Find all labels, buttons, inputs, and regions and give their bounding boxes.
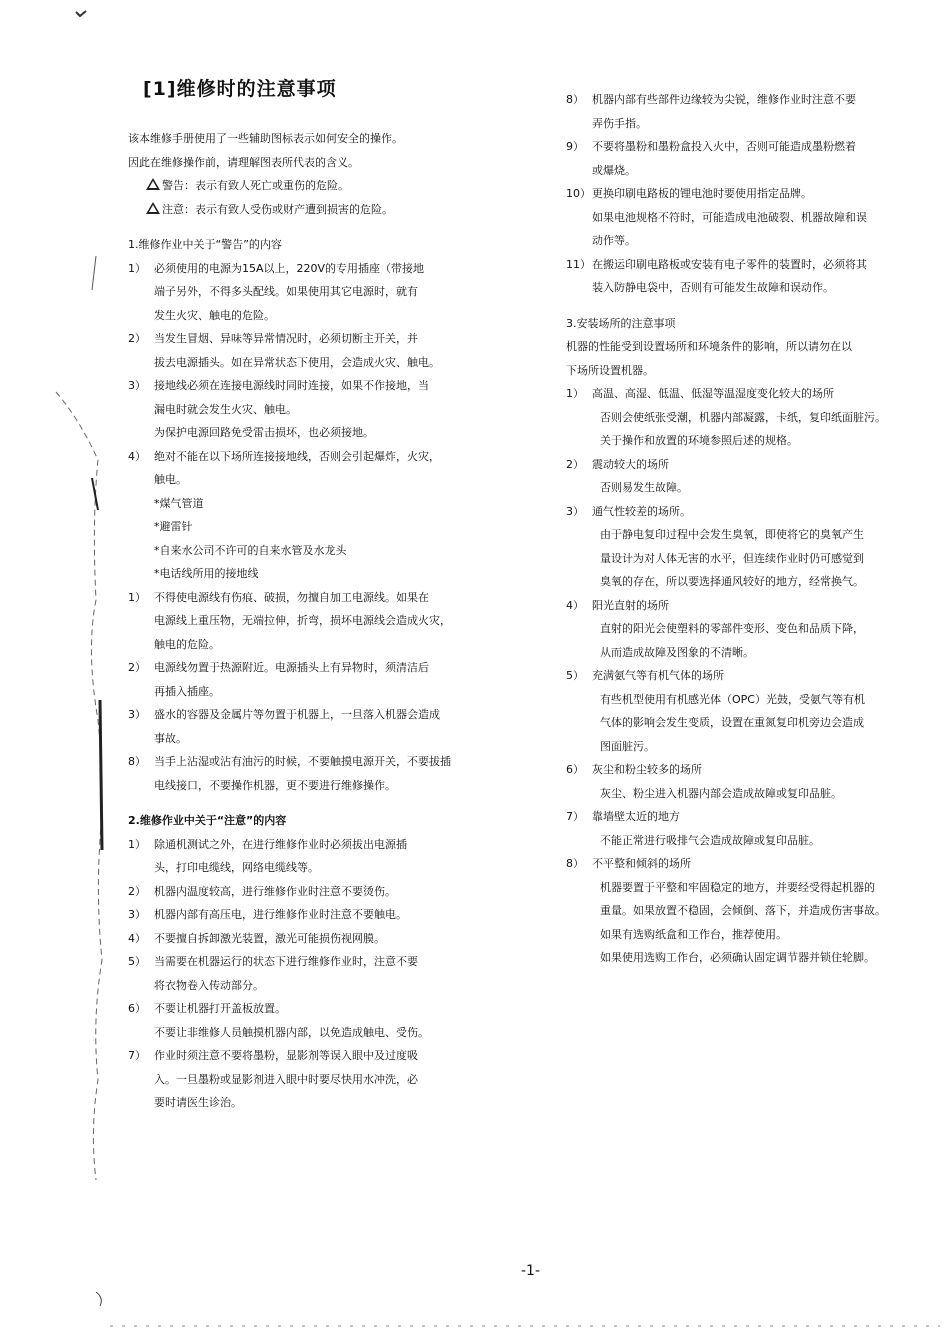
list-item-line: 触电。 (154, 473, 187, 486)
list-item: 8） 不平整和倾斜的场所 (566, 857, 691, 870)
caution-triangle-icon (146, 202, 160, 214)
list-item: 10）更换印刷电路板的锂电池时要使用指定品牌。 (566, 187, 812, 200)
list-item-line: 触电的危险。 (154, 637, 220, 651)
place-item: *煤气管道 (154, 496, 204, 510)
section3-title: 3.安装场所的注意事项 (566, 316, 676, 330)
place-item: *电话线所用的接地线 (154, 567, 259, 580)
list-item: 1） 必须使用的电源为15A以上，220V的专用插座（带接地 (128, 261, 425, 275)
list-item: 6） 灰尘和粉尘较多的场所 (566, 763, 702, 776)
list-item-line: 将衣物卷入传动部分。 (154, 978, 264, 992)
list-item-line: 发生火灾、触电的危险。 (154, 308, 275, 322)
section3-intro: 下场所设置机器。 (566, 363, 654, 377)
list-item-line: 灰尘、粉尘进入机器内部会造成故障或复印品脏。 (600, 786, 842, 800)
list-item-line: 直射的阳光会使塑料的零部件变形、变色和品质下降， (600, 622, 864, 635)
list-item: 1） 不得使电源线有伤痕、破损，勿擅自加工电源线。如果在 (128, 590, 429, 604)
section3-intro: 机器的性能受到设置场所和环境条件的影响，所以请勿在以 (566, 340, 852, 353)
list-item-line: 由于静电复印过程中会发生臭氧，即使将它的臭氧产生 (600, 528, 864, 541)
list-item: 3） 通气性较差的场所。 (566, 504, 691, 518)
list-item-line: 臭氧的存在，所以要选择通风较好的地方，经常换气。 (600, 575, 864, 588)
place-item: *避雷针 (154, 520, 193, 533)
list-item-line: 弄伤手指。 (592, 116, 647, 130)
list-item-line: 如果电池规格不符时，可能造成电池破裂、机器故障和误 (592, 210, 867, 224)
list-item-line: 或爆烧。 (592, 163, 636, 177)
list-item-line: 不要让非维修人员触摸机器内部，以免造成触电、受伤。 (154, 1025, 429, 1039)
list-item-line: 否则会使纸张受潮，机器内部凝露，卡纸，复印纸面脏污。 (600, 410, 886, 424)
list-item: 7） 作业时须注意不要将墨粉，显影剂等误入眼中及过度吸 (128, 1049, 418, 1062)
intro-line: 该本维修手册使用了一些辅助图标表示如何安全的操作。 (128, 132, 403, 145)
place-item: *自来水公司不许可的自来水管及水龙头 (154, 543, 347, 557)
list-item: 11）在搬运印刷电路板或安装有电子零件的装置时，必须将其 (566, 257, 867, 271)
list-item-line: 不能正常进行吸排气会造成故障或复印品脏。 (600, 833, 820, 847)
list-item-line: 电源线上重压物，无端拉伸，折弯，损坏电源线会造成火灾， (154, 614, 451, 627)
right-column (566, 88, 950, 970)
list-item-line: 从而造成故障及图象的不清晰。 (600, 645, 754, 659)
caution-legend: 注意：表示有致人受伤或财产遭到损害的危险。 (128, 198, 558, 222)
list-item-line: 量设计为对人体无害的水平，但连续作业时仍可感觉到 (600, 551, 864, 565)
list-item-line: 头，打印电缆线，网络电缆线等。 (154, 861, 319, 874)
list-item: 8） 机器内部有些部件边缘较为尖锐，维修作业时注意不要 (566, 93, 856, 106)
list-item: 1） 除通机测试之外，在进行维修作业时必须拔出电源插 (128, 837, 407, 851)
list-item-line: 关于操作和放置的环境参照后述的规格。 (600, 434, 798, 447)
list-item: 6） 不要让机器打开盖板放置。 (128, 1002, 286, 1015)
warning-triangle-icon (146, 178, 160, 190)
list-item-line: 重量。如果放置不稳固，会倾倒、落下，并造成伤害事故。 (600, 904, 886, 917)
list-item-line: 为保护电源回路免受雷击损坏，也必须接地。 (154, 426, 374, 439)
list-item: 5） 充满氨气等有机气体的场所 (566, 669, 724, 682)
list-item-line: 入。一旦墨粉或显影剂进入眼中时要尽快用水冲洗，必 (154, 1072, 418, 1086)
list-item-line: 气体的影响会发生变质，设置在重氮复印机旁边会造成 (600, 716, 864, 729)
list-item: 3） 机器内部有高压电，进行维修作业时注意不要触电。 (128, 908, 407, 921)
list-item: 8） 当手上沾湿或沾有油污的时候，不要触摸电源开关，不要拔插 (128, 755, 451, 768)
section1-title: 1.维修作业中关于“警告”的内容 (128, 238, 282, 251)
page-number: -1- (521, 1263, 541, 1279)
list-item: 3） 盛水的容器及金属片等勿置于机器上，一旦落入机器会造成 (128, 708, 440, 721)
list-item-line: 否则易发生故障。 (600, 481, 688, 494)
list-item: 4） 不要擅自拆卸激光装置，激光可能损伤视网膜。 (128, 931, 385, 945)
list-item-line: 动作等。 (592, 234, 636, 247)
list-item: 1） 高温、高湿、低温、低湿等温湿度变化较大的场所 (566, 387, 834, 400)
list-item-line: 如果有选购纸盒和工作台，推荐使用。 (600, 927, 787, 941)
list-item-line: 端子另外，不得多头配线。如果使用其它电源时，就有 (154, 285, 418, 298)
list-item-line: 再插入插座。 (154, 684, 220, 698)
list-item: 2） 震动较大的场所 (566, 457, 669, 471)
list-item: 4） 阳光直射的场所 (566, 598, 669, 612)
list-item-line: 漏电时就会发生火灾、触电。 (154, 402, 297, 416)
left-column (128, 127, 558, 1115)
warning-legend: 警告：表示有致人死亡或重伤的危险。 (128, 174, 558, 198)
list-item: 4） 绝对不能在以下场所连接接地线，否则会引起爆炸，火灾， (128, 449, 440, 463)
list-item-line: 拔去电源插头。如在异常状态下使用，会造成火灾、触电。 (154, 355, 440, 369)
list-item-line: 图面脏污。 (600, 739, 655, 753)
list-item-line: 有些机型使用有机感光体（OPC）光鼓，受氨气等有机 (600, 692, 865, 706)
list-item-line: 电线接口，不要操作机器，更不要进行维修操作。 (154, 778, 396, 792)
list-item-line: 装入防静电袋中，否则有可能发生故障和误动作。 (592, 281, 834, 294)
list-item-line: 要时请医生诊治。 (154, 1096, 242, 1109)
list-item: 2） 电源线勿置于热源附近。电源插头上有异物时，须清洁后 (128, 661, 429, 674)
list-item-line: 机器要置于平整和牢固稳定的地方，并要经受得起机器的 (600, 880, 875, 894)
page-heading: [1]维修时的注意事项 (143, 78, 337, 100)
intro-line: 因此在维修操作前，请理解图表所代表的含义。 (128, 155, 359, 169)
list-item: 9） 不要将墨粉和墨粉盒投入火中，否则可能造成墨粉燃着 (566, 140, 856, 153)
list-item: 7） 靠墙壁太近的地方 (566, 810, 680, 823)
list-item-line: 事故。 (154, 731, 187, 745)
list-item: 2） 当发生冒烟、异味等异常情况时，必须切断主开关，并 (128, 332, 418, 345)
section2-title: 2.维修作业中关于“注意”的内容 (128, 814, 287, 827)
list-item: 2） 机器内温度较高，进行维修作业时注意不要烫伤。 (128, 884, 396, 898)
list-item: 5） 当需要在机器运行的状态下进行维修作业时，注意不要 (128, 955, 418, 968)
list-item: 3） 接地线必须在连接电源线时同时连接，如果不作接地，当 (128, 379, 429, 392)
list-item-line: 如果使用选购工作台，必须确认固定调节器并锁住轮脚。 (600, 951, 875, 964)
